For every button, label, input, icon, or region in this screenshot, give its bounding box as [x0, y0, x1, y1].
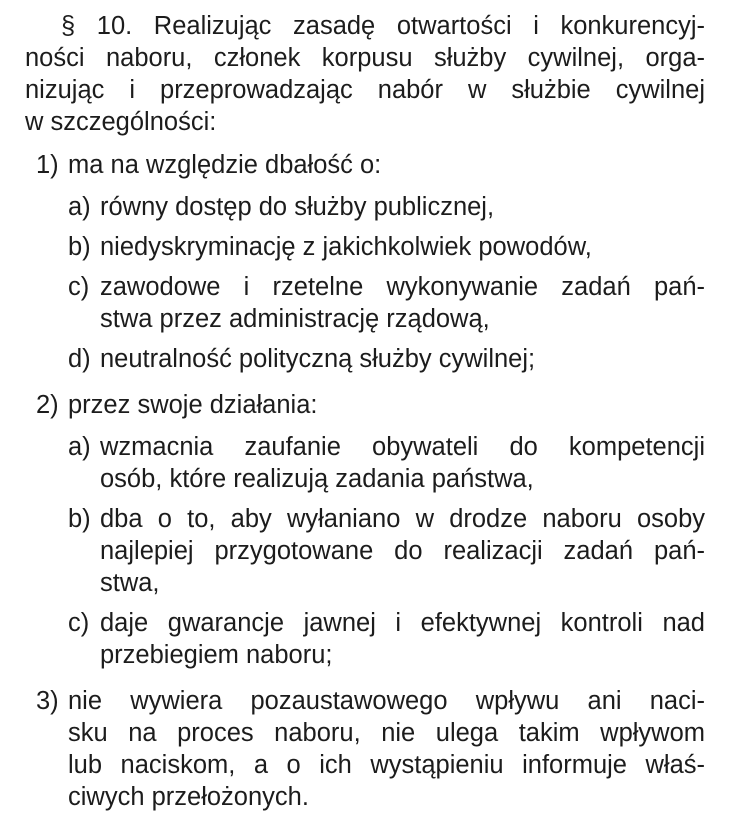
subitem-letter: a) — [68, 433, 91, 461]
point-head: ma na względzie dbałość o: — [68, 151, 382, 179]
subitem-line: przebiegiem naboru; — [100, 641, 333, 669]
subitem-line: dba o to, aby wyłaniano w drodze naboru osoby — [100, 505, 705, 533]
intro-line: nizując i przeprowadzając nabór w służbie cywilnej — [25, 76, 705, 104]
point-2-subitems — [68, 431, 705, 671]
subitem-line: równy dostęp do służby publicznej, — [100, 193, 495, 221]
point-2 — [25, 389, 705, 671]
subitem-line: wzmacnia zaufanie obywateli do kompetencji — [100, 433, 705, 461]
subitem-1c — [68, 271, 705, 335]
subitem-letter: b) — [68, 233, 91, 261]
subitem-letter: c) — [68, 609, 90, 637]
point-head-line: nie wywiera pozaustawowego wpływu ani naci- — [68, 687, 705, 715]
point-head-line: sku na proces naboru, nie ulega takim wpływom — [68, 719, 705, 747]
subitem-line: stwa przez administrację rządową, — [100, 305, 490, 333]
subitem-line: daje gwarancje jawnej i efektywnej kontroli nad — [100, 609, 705, 637]
subitem-1a — [68, 191, 705, 223]
subitem-1d — [68, 343, 705, 375]
subitem-letter: d) — [68, 345, 91, 373]
subitem-letter: c) — [68, 273, 90, 301]
subitem-line: niedyskryminację z jakichkolwiek powodów, — [100, 233, 592, 261]
subitem-letter: b) — [68, 505, 91, 533]
point-1-subitems — [68, 191, 705, 375]
intro-line: w szczególności: — [25, 108, 217, 136]
point-3 — [25, 685, 705, 813]
intro-line: § 10. Realizując zasadę otwartości i konkurencyj- — [61, 12, 705, 40]
paragraph-10-intro — [25, 10, 705, 138]
intro-line: ności naboru, członek korpusu służby cywilnej, orga- — [25, 44, 705, 72]
subitem-line: zawodowe i rzetelne wykonywanie zadań pań- — [100, 273, 705, 301]
point-number: 1) — [36, 151, 59, 179]
point-number: 3) — [36, 687, 59, 715]
point-number: 2) — [36, 391, 59, 419]
point-head-line: lub naciskom, a o ich wystąpieniu informuje właś- — [68, 751, 705, 779]
subitem-1b — [68, 231, 705, 263]
subitem-2c — [68, 607, 705, 671]
subitem-line: neutralność polityczną służby cywilnej; — [100, 345, 536, 373]
point-head-line: ciwych przełożonych. — [68, 783, 309, 811]
point-head: przez swoje działania: — [68, 391, 318, 419]
subitem-line: najlepiej przygotowane do realizacji zadań pań- — [100, 537, 705, 565]
subitem-2b — [68, 503, 705, 599]
point-1 — [25, 149, 705, 375]
subitem-line: stwa, — [100, 569, 160, 597]
subitem-2a — [68, 431, 705, 495]
subitem-line: osób, które realizują zadania państwa, — [100, 465, 534, 493]
subitem-letter: a) — [68, 193, 91, 221]
